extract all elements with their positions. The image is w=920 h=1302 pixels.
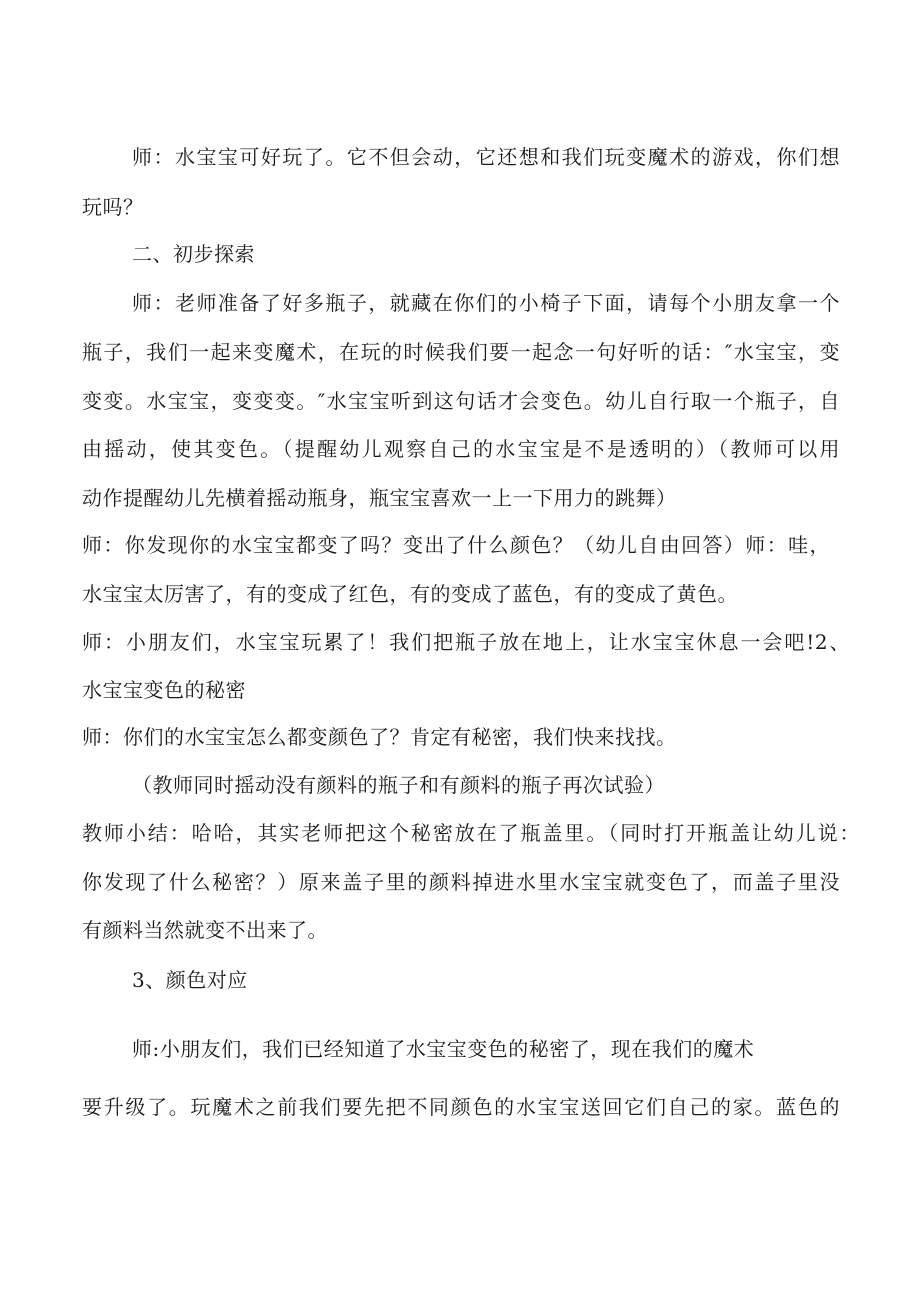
- text-line: （教师同时摇动没有颜料的瓶子和有颜料的瓶子再次试验）: [132, 773, 665, 797]
- section-heading: 水宝宝变色的秘密: [82, 678, 246, 702]
- text-line: 师:小朋友们，我们已经知道了水宝宝变色的秘密了，现在我们的魔术: [132, 1037, 755, 1061]
- text-line: 有颜料当然就变不出来了。: [82, 918, 328, 942]
- text-line: 玩吗？: [82, 195, 144, 219]
- text-line: 你发现了什么秘密？）原来盖子里的颜料掉进水里水宝宝就变色了，而盖子里没: [82, 870, 840, 894]
- text-line: 要升级了。玩魔术之前我们要先把不同颜色的水宝宝送回它们自己的家。蓝色的: [82, 1095, 840, 1119]
- text-line: 师：小朋友们，水宝宝玩累了！我们把瓶子放在地上，让水宝宝休息一会吧!2、: [82, 630, 850, 654]
- text-line: 瓶子，我们一起来变魔术，在玩的时候我们要一起念一句好听的话：″水宝宝，变: [82, 340, 840, 364]
- text-line: 师：你发现你的水宝宝都变了吗？变出了什么颜色？（幼儿自由回答）师：哇，: [82, 533, 830, 557]
- text-line: 师：水宝宝可好玩了。它不但会动，它还想和我们玩变魔术的游戏，你们想: [132, 145, 840, 169]
- section-heading: 二、初步探索: [132, 242, 255, 266]
- text-line: 变变。水宝宝，变变变。″水宝宝听到这句话才会变色。幼儿自行取一个瓶子，自: [82, 389, 840, 413]
- text-line: 由摇动，使其变色。（提醒幼儿观察自己的水宝宝是不是透明的）（教师可以用: [82, 437, 840, 461]
- text-line: 教师小结：哈哈，其实老师把这个秘密放在了瓶盖里。（同时打开瓶盖让幼儿说：: [82, 821, 860, 845]
- section-heading: 3、颜色对应: [132, 968, 248, 992]
- text-line: 水宝宝太厉害了，有的变成了红色，有的变成了蓝色，有的变成了黄色。: [82, 582, 738, 606]
- text-line: 动作提醒幼儿先横着摇动瓶身，瓶宝宝喜欢一上一下用力的跳舞）: [82, 486, 677, 510]
- text-line: 师：老师准备了好多瓶子，就藏在你们的小椅子下面，请每个小朋友拿一个: [132, 291, 840, 315]
- text-line: 师：你们的水宝宝怎么都变颜色了？肯定有秘密，我们快来找找。: [82, 725, 677, 749]
